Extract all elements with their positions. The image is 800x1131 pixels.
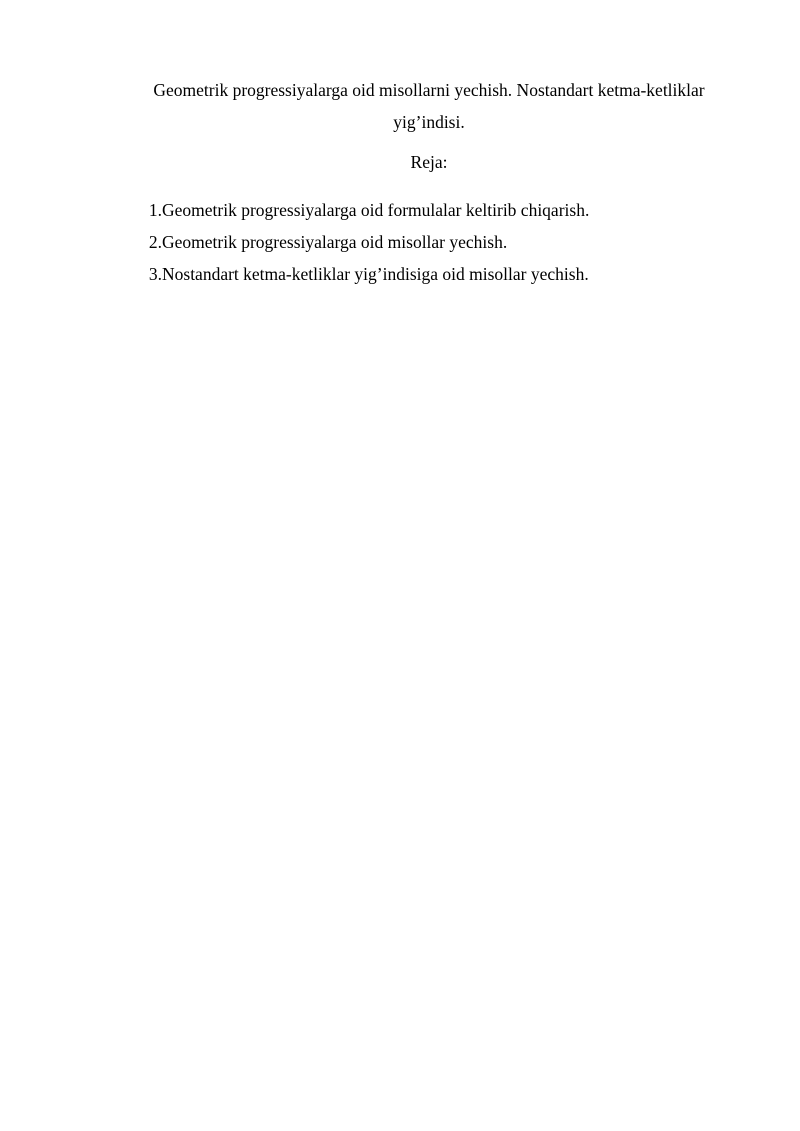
plan-item-number: 3. <box>148 264 162 284</box>
plan-list <box>132 194 752 290</box>
plan-item-text: Geometrik progressiyalarga oid formulalar keltirib chiqarish. <box>162 200 590 220</box>
document-title: Geometrik progressiyalarga oid misollarni yechish. Nostandart ketma-ketliklar yig’indisi. <box>153 80 705 132</box>
plan-item-text: Geometrik progressiyalarga oid misollar yechish. <box>162 232 508 252</box>
plan-item-text: Nostandart ketma-ketliklar yig’indisiga oid misollar yechish. <box>162 264 589 284</box>
plan-item-number: 2. <box>148 232 162 252</box>
plan-item-2 <box>132 226 752 258</box>
plan-heading: Reja: <box>410 152 448 172</box>
plan-item-3 <box>132 258 752 290</box>
plan-item-1 <box>132 194 752 226</box>
plan-item-number: 1. <box>148 200 162 220</box>
